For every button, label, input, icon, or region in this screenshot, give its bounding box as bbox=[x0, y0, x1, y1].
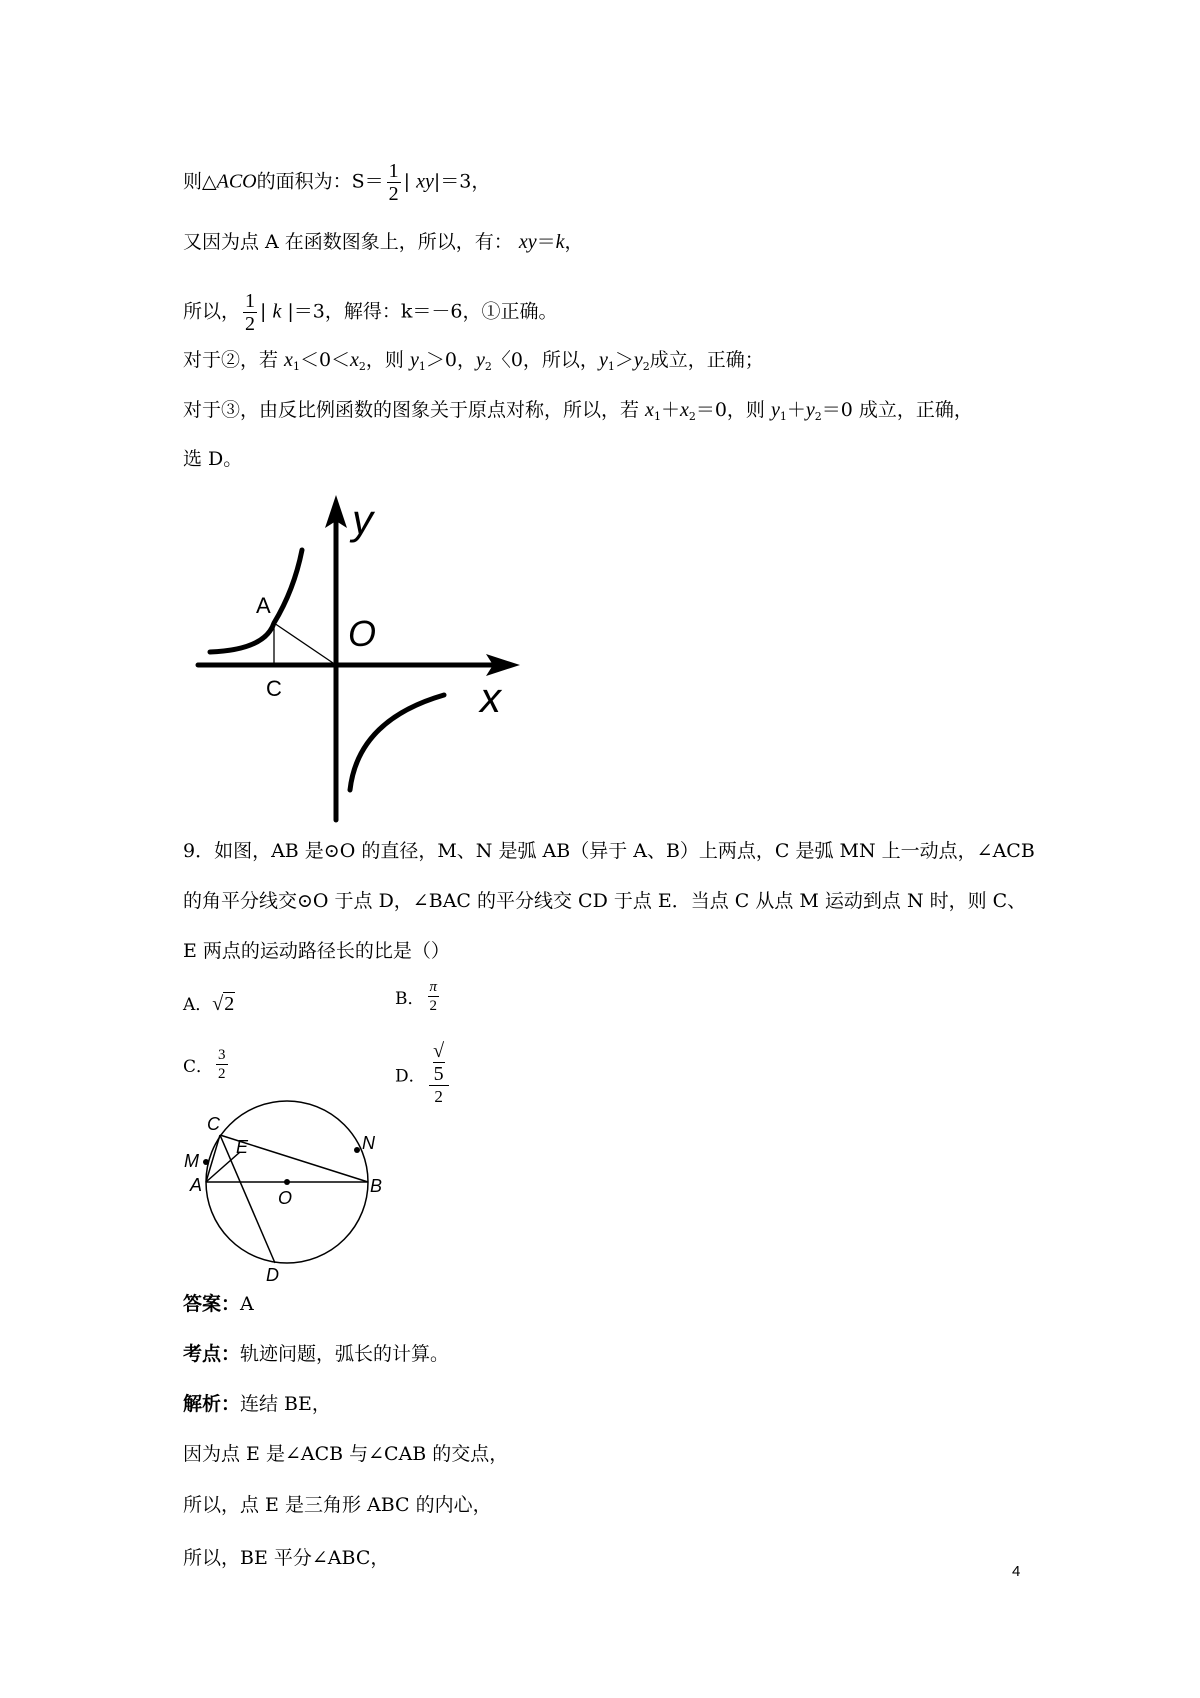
fraction-pi-half: $\frac{\pi}{2}$ bbox=[429, 979, 438, 1014]
fraction-three-half: $\frac{3}{2}$ bbox=[218, 1047, 226, 1082]
fraction-half: $\frac{1}{2}$ bbox=[388, 160, 399, 205]
label-d: D bbox=[266, 1265, 279, 1285]
hyperbola-right-branch bbox=[350, 695, 444, 790]
label-e: E bbox=[236, 1137, 249, 1157]
circle-figure bbox=[170, 1105, 383, 1285]
option-b[interactable]: B． $\frac{\pi}{2}$ bbox=[395, 979, 438, 1014]
line-case-3: 对于③，由反比例函数的图象关于原点对称，所以，若 $x_1+x_2=0$，则 $y_1+y_2=0$ 成立，正确， bbox=[183, 399, 973, 423]
sqrt-symbol: √2 bbox=[212, 993, 235, 1015]
q9-line-3: E 两点的运动路径长的比是（） bbox=[183, 940, 450, 962]
option-a[interactable]: A．√2 bbox=[183, 993, 235, 1015]
label-n: N bbox=[362, 1133, 375, 1153]
page-number: 4 bbox=[1012, 1563, 1021, 1580]
label-a: A bbox=[256, 593, 271, 618]
option-c[interactable]: C． $\frac{3}{2}$ bbox=[183, 1047, 226, 1082]
line-area-aco: 则△ACO的面积为：S＝ $\frac{1}{2}$ | xy|＝3， bbox=[183, 160, 491, 205]
line-case-2: 对于②，若 $x_1<0<x_2$，则 $y_1>0$，$y_2$〈0，所以，$y_1>y_2$成立，正确； bbox=[183, 349, 764, 373]
answer-line: 答案：A bbox=[183, 1293, 254, 1315]
label-origin: O bbox=[348, 613, 377, 654]
label-m: M bbox=[184, 1151, 199, 1171]
label-x: x bbox=[480, 674, 501, 721]
label-c: C bbox=[207, 1114, 220, 1134]
solution-line-3: 所以，BE 平分∠ABC， bbox=[183, 1547, 390, 1569]
solution-line-1: 因为点 E 是∠ACB 与∠CAB 的交点， bbox=[183, 1443, 509, 1465]
hyperbola-figure bbox=[190, 490, 530, 830]
kaodian-line: 考点：轨迹问题，弧长的计算。 bbox=[183, 1343, 450, 1365]
segment-ao bbox=[274, 623, 336, 665]
label-y: y bbox=[352, 496, 373, 543]
fraction-half: $\frac{1}{2}$ bbox=[245, 290, 256, 335]
solution-line-2: 所以，点 E 是三角形 ABC 的内心， bbox=[183, 1494, 492, 1516]
fraction-sqrt5-half: √ 5 2 bbox=[429, 1040, 449, 1108]
option-d[interactable]: D． √ 5 2 bbox=[395, 1040, 452, 1108]
q9-line-1: 9．如图，AB 是⊙O 的直径，M、N 是弧 AB（异于 A、B）上两点，C 是弧 MN 上一动点，∠ACB bbox=[183, 840, 1035, 862]
line-point-on-graph: 又因为点 A 在函数图象上，所以，有： xy＝k， bbox=[183, 231, 584, 253]
line-choose-d: 选 D。 bbox=[183, 448, 243, 470]
label-b: B bbox=[370, 1176, 383, 1196]
label-a: A bbox=[190, 1175, 203, 1195]
q9-line-2: 的角平分线交⊙O 于点 D，∠BAC 的平分线交 CD 于点 E．当点 C 从点 M 运动到点 N 时，则 C、 bbox=[183, 890, 1027, 912]
label-o: O bbox=[278, 1188, 293, 1208]
line-solve-k: 所以， $\frac{1}{2}$ | k |＝3，解得：k＝－6，①正确。 bbox=[183, 290, 558, 335]
label-c: C bbox=[266, 676, 282, 701]
jiexi-line: 解析：连结 BE， bbox=[183, 1393, 331, 1415]
